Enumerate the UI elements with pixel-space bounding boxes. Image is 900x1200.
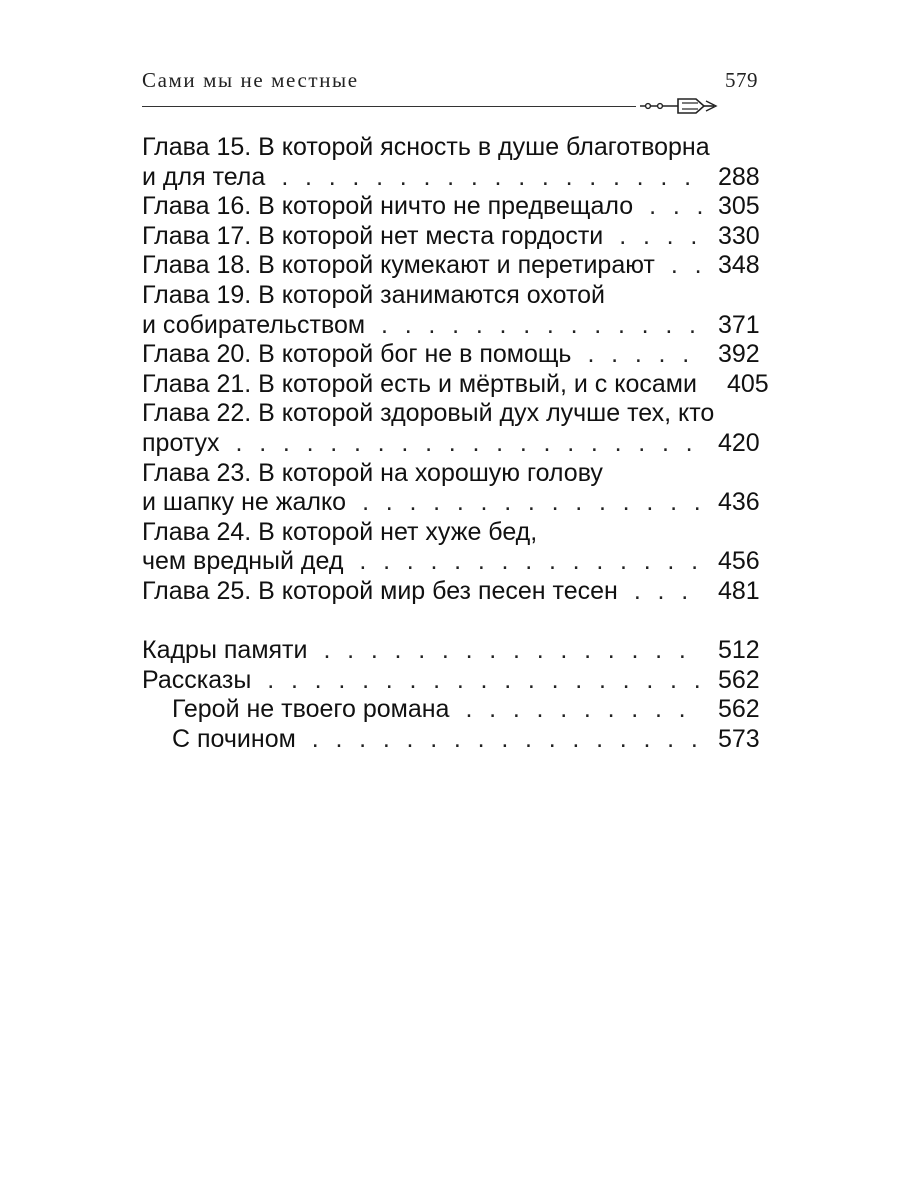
toc-entry-page: 405 xyxy=(726,369,769,398)
toc-entry-page: 456 xyxy=(718,547,760,576)
toc-entry-title: С почином xyxy=(172,724,296,753)
toc-entry-geroy-ne-tvoego-romana[interactable] xyxy=(142,695,758,725)
dot-leader xyxy=(362,488,704,518)
dot-leader xyxy=(465,695,704,725)
dot-leader xyxy=(649,192,704,222)
toc-entry-chapter-22[interactable] xyxy=(142,399,758,458)
toc-entry-kadry-pamyati[interactable] xyxy=(142,636,758,666)
toc-entry-title: и для тела xyxy=(142,162,266,191)
toc-entry-title-line: Глава 24. В которой нет хуже бед, xyxy=(142,517,538,546)
toc-entry-page: 371 xyxy=(718,310,760,339)
toc-entry-chapter-25[interactable] xyxy=(142,577,758,607)
toc-entry-title: Герой не твоего романа xyxy=(172,695,450,724)
toc-entry-title: Глава 21. В которой есть и мёртвый, и с косами xyxy=(142,369,697,398)
toc-entry-title: протух xyxy=(142,428,220,457)
toc-entry-title: Глава 25. В которой мир без песен тесен xyxy=(142,576,618,605)
dot-leader xyxy=(267,666,704,696)
toc-entry-page: 512 xyxy=(718,636,760,665)
toc-entry-title: Глава 16. В которой ничто не предвещало xyxy=(142,192,634,221)
toc-entry-title: Рассказы xyxy=(142,665,252,694)
toc-entry-page: 348 xyxy=(718,251,760,280)
toc-entry-title-line: Глава 19. В которой занимаются охотой xyxy=(142,280,605,309)
toc-entry-chapter-18[interactable] xyxy=(142,251,758,281)
pen-nib-ornament-icon xyxy=(638,96,758,120)
toc-entry-page: 330 xyxy=(718,221,760,250)
toc-entry-rasskazy[interactable] xyxy=(142,666,758,696)
toc-entry-title-line: Глава 15. В которой ясность в душе благотворна xyxy=(142,133,710,161)
toc-entry-page: 392 xyxy=(718,340,760,369)
toc-entry-chapter-17[interactable] xyxy=(142,222,758,252)
toc-entry-chapter-19[interactable] xyxy=(142,281,758,340)
dot-leader xyxy=(671,251,704,281)
toc-entry-chapter-23[interactable] xyxy=(142,459,758,518)
toc-entry-s-pochinom[interactable] xyxy=(142,725,758,755)
running-head xyxy=(142,68,758,98)
toc-entry-page: 288 xyxy=(718,162,760,191)
dot-leader xyxy=(359,547,704,577)
dot-leader xyxy=(587,340,704,370)
table-of-contents xyxy=(142,133,769,754)
dot-leader xyxy=(381,311,704,341)
toc-entry-title: чем вредный дед xyxy=(142,547,344,576)
toc-entry-title: и шапку не жалко xyxy=(142,488,347,517)
toc-entry-page: 481 xyxy=(718,576,760,605)
running-title: Сами мы не местные xyxy=(142,68,359,92)
toc-entry-title: и собирательством xyxy=(142,310,366,339)
toc-entry-page: 305 xyxy=(718,192,760,221)
toc-entry-title: Глава 18. В которой кумекают и перетирают xyxy=(142,251,655,280)
toc-entry-page: 562 xyxy=(718,695,760,724)
toc-entry-chapter-16[interactable] xyxy=(142,192,758,222)
dot-leader xyxy=(312,725,704,755)
dot-leader xyxy=(323,636,704,666)
toc-entry-title: Глава 17. В которой нет места гордости xyxy=(142,221,604,250)
toc-entry-chapter-24[interactable] xyxy=(142,518,758,577)
toc-entry-title-line: Глава 23. В которой на хорошую голову xyxy=(142,458,603,487)
toc-entry-page: 436 xyxy=(718,488,760,517)
header-rule xyxy=(142,106,636,107)
dot-leader xyxy=(281,163,704,193)
page-number: 579 xyxy=(725,68,758,92)
toc-entry-chapter-20[interactable] xyxy=(142,340,758,370)
toc-entry-page: 562 xyxy=(718,665,760,694)
toc-entry-chapter-15[interactable] xyxy=(142,133,758,192)
dot-leader xyxy=(634,577,704,607)
toc-entry-title: Глава 20. В которой бог не в помощь xyxy=(142,340,572,369)
toc-entry-title: Кадры памяти xyxy=(142,636,308,665)
toc-entry-title-line: Глава 22. В которой здоровый дух лучше тех, кто xyxy=(142,399,715,428)
toc-entry-page: 573 xyxy=(718,724,760,753)
dot-leader xyxy=(619,222,704,252)
toc-entry-page: 420 xyxy=(718,428,760,457)
toc-entry-chapter-21[interactable] xyxy=(142,369,769,400)
dot-leader xyxy=(236,429,704,459)
